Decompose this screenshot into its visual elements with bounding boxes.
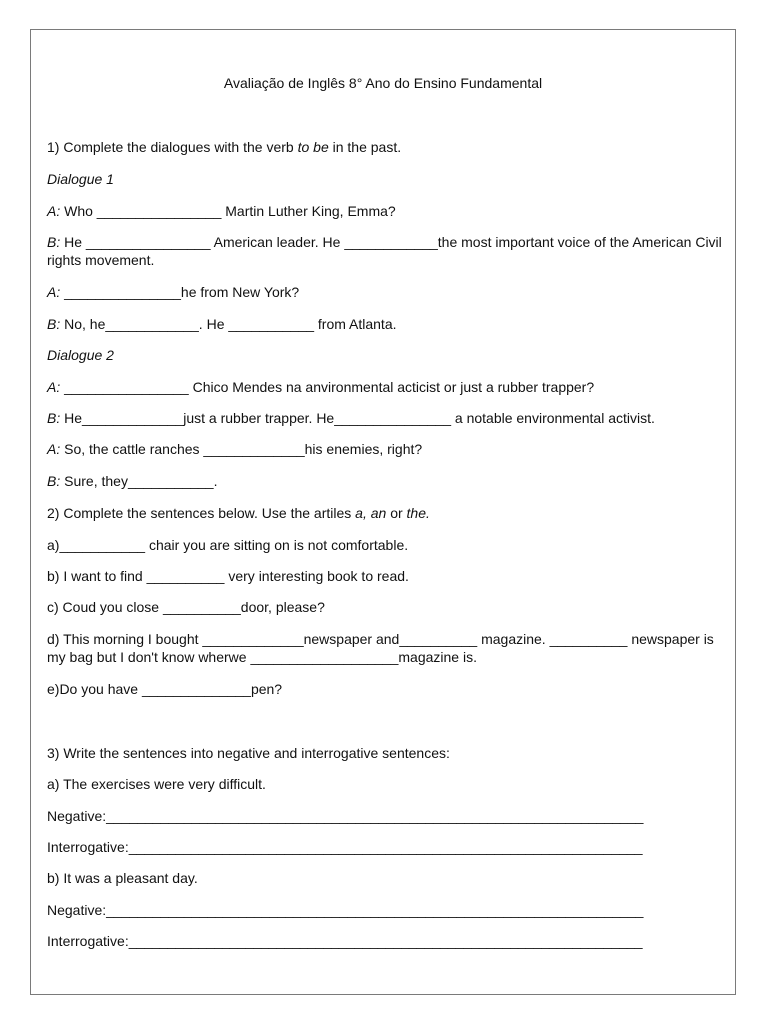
dialogue-2-heading-text: Dialogue 2 bbox=[47, 347, 114, 363]
q3-item-a-interrogative-line: Interrogative:__________________________________________________________________ bbox=[47, 839, 643, 855]
dialogue-text: ________________ Chico Mendes na anvironmental acticist or just a rubber trapper? bbox=[60, 379, 595, 395]
dialogue-2-line-4 bbox=[47, 472, 217, 490]
q1-prompt-emphasis: to be bbox=[297, 139, 329, 155]
q3-item-b-interrogative-line: Interrogative:__________________________________________________________________ bbox=[47, 933, 643, 949]
dialogue-1-heading bbox=[47, 170, 114, 188]
dialogue-1-line-2 bbox=[47, 233, 727, 269]
speaker-label: B: bbox=[47, 410, 61, 426]
q3-item-b: b) It was a pleasant day. bbox=[47, 870, 198, 886]
dialogue-1-heading-text: Dialogue 1 bbox=[47, 171, 114, 187]
q3-item-b-negative-line: Negative:_____________________________________________________________________ bbox=[47, 902, 644, 918]
q2-item-b: b) I want to find __________ very interesting book to read. bbox=[47, 568, 409, 584]
speaker-label: B: bbox=[47, 234, 61, 250]
q2-prompt-emphasis-1: a, an bbox=[355, 505, 387, 521]
q2-item-c: c) Coud you close __________door, please? bbox=[47, 599, 325, 615]
worksheet-page bbox=[30, 29, 736, 995]
speaker-label: A: bbox=[47, 441, 61, 457]
question-2-prompt bbox=[47, 504, 430, 522]
dialogue-text: He_____________just a rubber trapper. He_______________ a notable environmental activist. bbox=[60, 410, 655, 426]
speaker-label: B: bbox=[47, 316, 61, 332]
speaker-label: A: bbox=[47, 284, 61, 300]
page-title: Avaliação de Inglês 8° Ano do Ensino Fundamental bbox=[223, 75, 543, 91]
q2-item-a: a)___________ chair you are sitting on is not comfortable. bbox=[47, 537, 409, 553]
dialogue-text: Sure, they___________. bbox=[60, 473, 218, 489]
speaker-label: B: bbox=[47, 473, 61, 489]
dialogue-2-line-2 bbox=[47, 409, 655, 427]
q2-item-d: d) This morning I bought _____________newspaper and__________ magazine. __________ newspaper is my bag but I don't know wherwe ___________________magazine is. bbox=[47, 631, 714, 665]
q1-prompt-text: 1) Complete the dialogues with the verb bbox=[47, 139, 298, 155]
q2-prompt-emphasis-2: the. bbox=[406, 505, 430, 521]
question-1-prompt bbox=[47, 138, 401, 156]
dialogue-1-line-3 bbox=[47, 283, 299, 301]
q1-prompt-text-end: in the past. bbox=[328, 139, 402, 155]
dialogue-2-line-3 bbox=[47, 440, 422, 458]
q3-item-a: a) The exercises were very difficult. bbox=[47, 776, 266, 792]
question-3-prompt: 3) Write the sentences into negative and interrogative sentences: bbox=[47, 745, 450, 761]
dialogue-1-line-4 bbox=[47, 315, 397, 333]
q3-item-a-negative-line: Negative:_____________________________________________________________________ bbox=[47, 808, 644, 824]
q2-item-e: e)Do you have ______________pen? bbox=[47, 681, 283, 697]
dialogue-text: _______________he from New York? bbox=[60, 284, 300, 300]
dialogue-2-line-1 bbox=[47, 378, 594, 396]
dialogue-text: Who ________________ Martin Luther King, Emma? bbox=[60, 203, 396, 219]
dialogue-text: No, he____________. He ___________ from Atlanta. bbox=[60, 316, 397, 332]
dialogue-1-line-1 bbox=[47, 202, 396, 220]
dialogue-text: So, the cattle ranches _____________his enemies, right? bbox=[60, 441, 423, 457]
dialogue-2-heading bbox=[47, 346, 114, 364]
q2-prompt-mid: or bbox=[386, 505, 407, 521]
speaker-label: A: bbox=[47, 203, 61, 219]
dialogue-text: He ________________ American leader. He ____________the most important voice of the American Civil rights movement. bbox=[47, 234, 722, 268]
speaker-label: A: bbox=[47, 379, 61, 395]
q2-prompt-text: 2) Complete the sentences below. Use the artiles bbox=[47, 505, 356, 521]
